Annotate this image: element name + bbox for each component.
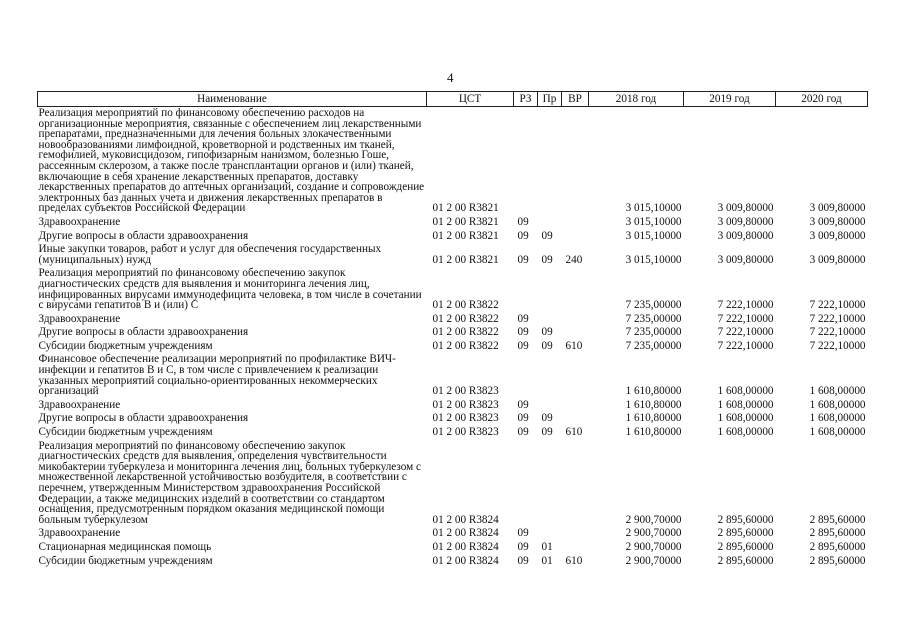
- row-cst: 01 2 00 R3823: [432, 412, 499, 425]
- row-value-2018: 1 610,80000: [625, 398, 682, 411]
- row-value-2018: 7 235,00000: [625, 326, 682, 339]
- table-row: [38, 326, 868, 340]
- row-value-2018: 1 610,80000: [625, 385, 682, 398]
- row-value-2019: 7 222,10000: [717, 312, 774, 325]
- row-pr: 09: [541, 326, 553, 339]
- row-cst: 01 2 00 R3824: [432, 554, 499, 567]
- row-value-2020: 7 222,10000: [809, 312, 866, 325]
- row-pr: [538, 527, 562, 541]
- row-cst: 01 2 00 R3822: [432, 326, 499, 339]
- row-pr: [538, 353, 562, 398]
- row-vr: [562, 412, 589, 426]
- row-rz: [514, 107, 538, 216]
- row-value-2020: 3 009,80000: [809, 229, 866, 242]
- row-value-2019: 3 009,80000: [717, 229, 774, 242]
- row-value-2019: 2 895,60000: [717, 540, 774, 553]
- row-value-2020: 2 895,60000: [809, 540, 866, 553]
- row-vr: 610: [565, 554, 583, 567]
- row-value-2020: 2 895,60000: [809, 513, 866, 526]
- row-value-2019: 3 009,80000: [717, 215, 774, 228]
- table-row: [38, 230, 868, 244]
- row-pr: 09: [541, 229, 553, 242]
- row-cst: 01 2 00 R3821: [432, 229, 499, 242]
- row-vr: [562, 326, 589, 340]
- row-cst: 01 2 00 R3822: [432, 299, 499, 312]
- row-value-2020: 1 608,00000: [809, 398, 866, 411]
- row-value-2019: 1 608,00000: [717, 412, 774, 425]
- table-row: [38, 527, 868, 541]
- row-cst: 01 2 00 R3821: [432, 202, 499, 215]
- row-name: Субсидии бюджетным учреждениям: [38, 554, 213, 567]
- budget-table: [37, 91, 868, 568]
- row-pr: 01: [541, 554, 553, 567]
- table-row: [38, 107, 868, 216]
- row-pr: [538, 267, 562, 312]
- row-cst: 01 2 00 R3821: [432, 253, 499, 266]
- row-pr: 01: [541, 540, 553, 553]
- row-rz: [514, 267, 538, 312]
- row-value-2018: 7 235,00000: [625, 299, 682, 312]
- row-name: Другие вопросы в области здравоохранения: [38, 412, 249, 425]
- table-row: [38, 313, 868, 327]
- row-rz: 09: [517, 215, 529, 228]
- row-vr: [562, 267, 589, 312]
- row-value-2020: 1 608,00000: [809, 426, 866, 439]
- row-vr: 610: [565, 339, 583, 352]
- row-value-2020: 1 608,00000: [809, 385, 866, 398]
- row-value-2018: 2 900,70000: [625, 540, 682, 553]
- row-vr: [562, 313, 589, 327]
- row-value-2018: 2 900,70000: [625, 527, 682, 540]
- row-value-2019: 7 222,10000: [717, 326, 774, 339]
- header-rz: РЗ: [514, 92, 538, 107]
- row-value-2019: 1 608,00000: [717, 426, 774, 439]
- row-rz: 09: [517, 554, 529, 567]
- table-row: [38, 353, 868, 398]
- row-pr: 09: [541, 253, 553, 266]
- row-cst: 01 2 00 R3821: [432, 215, 499, 228]
- row-value-2020: 3 009,80000: [809, 215, 866, 228]
- row-value-2019: 3 009,80000: [717, 202, 774, 215]
- table-body: [38, 107, 868, 569]
- row-value-2019: 2 895,60000: [717, 513, 774, 526]
- row-value-2018: 1 610,80000: [625, 412, 682, 425]
- table-row: [38, 399, 868, 413]
- table-row: [38, 555, 868, 569]
- row-rz: 09: [517, 426, 529, 439]
- row-rz: [514, 440, 538, 528]
- row-vr: 240: [565, 253, 583, 266]
- row-name: Реализация мероприятий по финансовому обеспечению закупок диагностических средств для выявления и мониторинга лечения лиц, инфицированных вирусами иммунодефицита человека, в том числе в сочетании с вирусами гепатитов В и (или) С: [38, 267, 422, 312]
- row-name: Здравоохранение: [38, 527, 121, 540]
- row-name: Финансовое обеспечение реализации мероприятий по профилактике ВИЧ-инфекции и гепатитов В и С, в том числе с привлечением к реализации указанных мероприятий социально-ориентированных некоммерческих организаций: [38, 353, 396, 398]
- row-value-2019: 1 608,00000: [717, 385, 774, 398]
- row-rz: [514, 353, 538, 398]
- row-value-2020: 7 222,10000: [809, 326, 866, 339]
- header-2019: 2019 год: [684, 92, 776, 107]
- row-rz: 09: [517, 540, 529, 553]
- row-value-2019: 7 222,10000: [717, 339, 774, 352]
- row-value-2019: 1 608,00000: [717, 398, 774, 411]
- row-rz: 09: [517, 229, 529, 242]
- row-vr: 610: [565, 426, 583, 439]
- row-vr: [562, 353, 589, 398]
- row-value-2018: 7 235,00000: [625, 339, 682, 352]
- row-name: Другие вопросы в области здравоохранения: [38, 326, 249, 339]
- row-value-2018: 3 015,10000: [625, 229, 682, 242]
- row-pr: [538, 313, 562, 327]
- row-cst: 01 2 00 R3823: [432, 385, 499, 398]
- row-vr: [562, 527, 589, 541]
- row-name: Другие вопросы в области здравоохранения: [38, 229, 249, 242]
- row-name: Здравоохранение: [38, 398, 121, 411]
- row-name: Здравоохранение: [38, 215, 121, 228]
- table-header-row: [38, 92, 868, 107]
- header-vr: ВР: [562, 92, 589, 107]
- row-vr: [562, 230, 589, 244]
- row-rz: 09: [517, 527, 529, 540]
- row-rz: 09: [517, 339, 529, 352]
- table-row: [38, 340, 868, 354]
- table-row: [38, 426, 868, 440]
- row-vr: [562, 541, 589, 555]
- row-value-2019: 2 895,60000: [717, 527, 774, 540]
- row-name: Стационарная медицинская помощь: [38, 540, 212, 553]
- row-vr: [562, 216, 589, 230]
- table-row: [38, 267, 868, 312]
- row-rz: 09: [517, 312, 529, 325]
- header-pr: Пр: [538, 92, 562, 107]
- row-value-2020: 1 608,00000: [809, 412, 866, 425]
- row-cst: 01 2 00 R3822: [432, 339, 499, 352]
- row-pr: 09: [541, 339, 553, 352]
- row-value-2018: 2 900,70000: [625, 513, 682, 526]
- row-vr: [562, 107, 589, 216]
- row-pr: [538, 107, 562, 216]
- table-row: [38, 541, 868, 555]
- row-cst: 01 2 00 R3824: [432, 513, 499, 526]
- row-value-2019: 2 895,60000: [717, 554, 774, 567]
- row-value-2018: 3 015,10000: [625, 253, 682, 266]
- header-cst: ЦСТ: [427, 92, 514, 107]
- row-pr: [538, 399, 562, 413]
- row-value-2020: 7 222,10000: [809, 299, 866, 312]
- row-rz: 09: [517, 398, 529, 411]
- page-number: 4: [447, 70, 454, 85]
- row-vr: [562, 440, 589, 528]
- row-value-2018: 7 235,00000: [625, 312, 682, 325]
- row-pr: [538, 440, 562, 528]
- header-2020: 2020 год: [776, 92, 868, 107]
- table-row: [38, 243, 868, 267]
- row-name: Здравоохранение: [38, 312, 121, 325]
- row-value-2020: 2 895,60000: [809, 527, 866, 540]
- row-rz: 09: [517, 253, 529, 266]
- row-value-2020: 2 895,60000: [809, 554, 866, 567]
- table-row: [38, 412, 868, 426]
- row-value-2019: 7 222,10000: [717, 299, 774, 312]
- row-pr: 09: [541, 412, 553, 425]
- row-pr: [538, 216, 562, 230]
- header-name: Наименование: [38, 92, 427, 107]
- row-cst: 01 2 00 R3822: [432, 312, 499, 325]
- row-name: Субсидии бюджетным учреждениям: [38, 339, 213, 352]
- row-value-2018: 2 900,70000: [625, 554, 682, 567]
- row-cst: 01 2 00 R3824: [432, 540, 499, 553]
- row-value-2019: 3 009,80000: [717, 253, 774, 266]
- row-rz: 09: [517, 326, 529, 339]
- row-cst: 01 2 00 R3823: [432, 398, 499, 411]
- row-value-2018: 3 015,10000: [625, 202, 682, 215]
- table-row: [38, 216, 868, 230]
- row-value-2020: 3 009,80000: [809, 202, 866, 215]
- row-cst: 01 2 00 R3823: [432, 426, 499, 439]
- table-row: [38, 440, 868, 528]
- row-rz: 09: [517, 412, 529, 425]
- row-vr: [562, 399, 589, 413]
- row-value-2018: 3 015,10000: [625, 215, 682, 228]
- row-name: Реализация мероприятий по финансовому обеспечению расходов на организационные мероприятия, связанные с обеспечением лиц лекарственными препаратами, предназначенными для лечения больных злокачественными новообразованиями лимфоидной, кроветворной и родственных им тканей, гемофилией, муковисцидозом, гипофизарным нанизмом, болезнью Гоше, рассеянным склерозом, а также после трансплантации органов и (или) тканей, включающие в себя хранение лекарственных препаратов, доставку лекарственных препаратов до аптечных организаций, создание и сопровождение электронных баз данных учета и движения лекарственных препаратов в пределах субъектов Российской Федерации: [38, 107, 425, 215]
- row-pr: 09: [541, 426, 553, 439]
- row-cst: 01 2 00 R3824: [432, 527, 499, 540]
- row-value-2018: 1 610,80000: [625, 426, 682, 439]
- header-2018: 2018 год: [589, 92, 684, 107]
- row-name: Субсидии бюджетным учреждениям: [38, 426, 213, 439]
- row-value-2020: 3 009,80000: [809, 253, 866, 266]
- row-name: Иные закупки товаров, работ и услуг для обеспечения государственных (муниципальных) нужд: [38, 243, 382, 266]
- row-value-2020: 7 222,10000: [809, 339, 866, 352]
- row-name: Реализация мероприятий по финансовому обеспечению закупок диагностических средств для выявления, определения чувствительности микобактерии туберкулеза и мониторинга лечения лиц, больных туберкулезом с множественной лекарственной устойчивостью возбудителя, в соответствии с перечнем, утвержденным Министерством здравоохранения Российской Федерации, а также медицинских изделий в соответствии со стандартом оснащения, предусмотренным порядком оказания медицинской помощи больным туберкулезом: [38, 439, 421, 526]
